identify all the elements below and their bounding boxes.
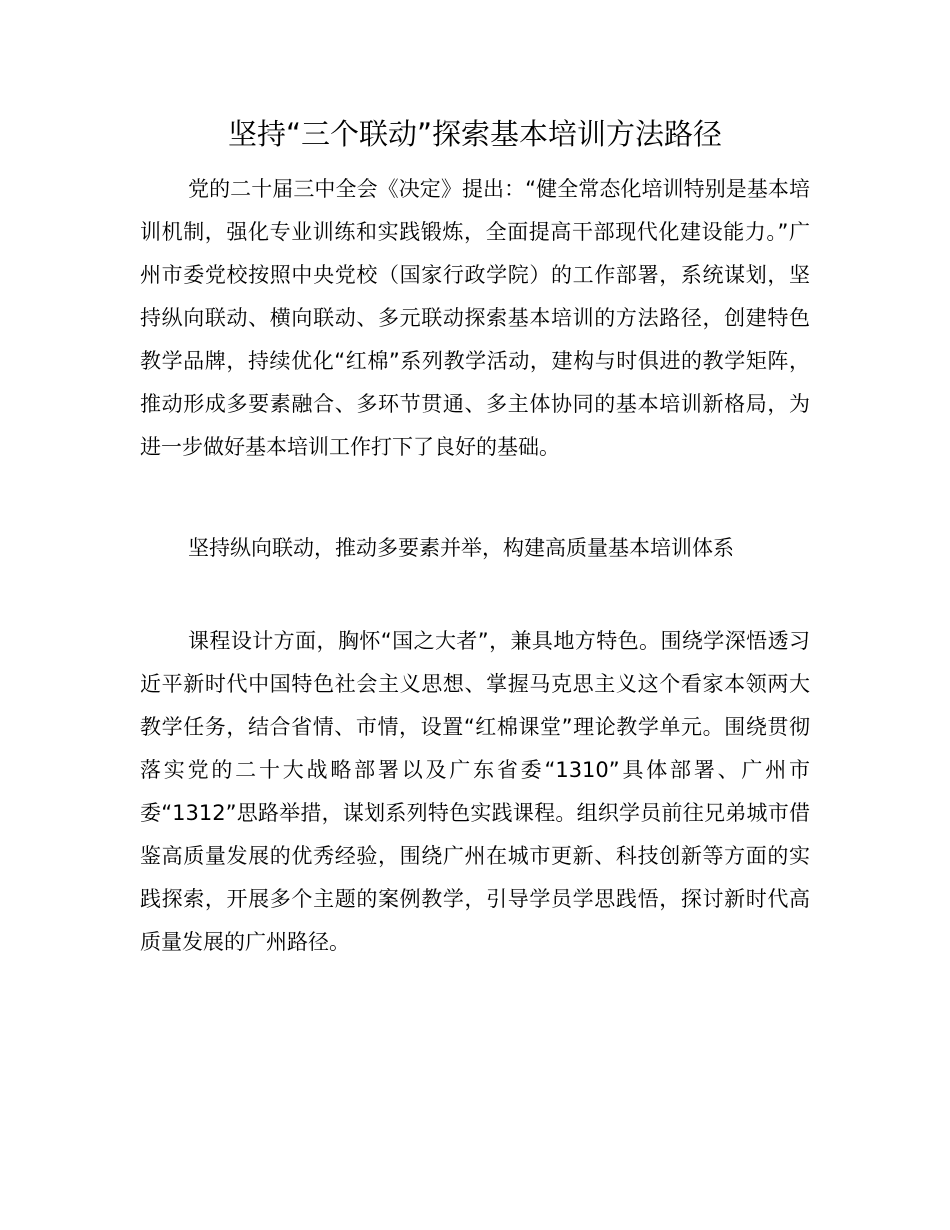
document-title: 坚持“三个联动”探索基本培训方法路径 [227,117,723,151]
section-heading: 坚持纵向联动，推动多要素并举，构建高质量基本培训体系 [188,536,734,560]
paragraph-curriculum: 课程设计方面，胸怀“国之大者”，兼具地方特色。围绕学深悟透习近平新时代中国特色社会主义思想、掌握马克思主义这个看家本领两大教学任务，结合省情、市情，设置“红棉课堂”理论教学单元。围绕贯彻落实党的二十大战略部署以及广东省委“1310”具体部署、广州市委“1312”思路举措，谋划系列特色实践课程。组织学员前往兄弟城市借鉴高质量发展的优秀经验，围绕广州在城市更新、科技创新等方面的实践探索，开展多个主题的案例教学，引导学员学思践悟，探讨新时代高质量发展的广州路径。 [140,629,810,954]
paragraph-intro: 党的二十届三中全会《决定》提出：“健全常态化培训特别是基本培训机制，强化专业训练和实践锻炼，全面提高干部现代化建设能力。”广州市委党校按照中央党校（国家行政学院）的工作部署，系统谋划，坚持纵向联动、横向联动、多元联动探索基本培训的方法路径，创建特色教学品牌，持续优化“红棉”系列教学活动，建构与时俱进的教学矩阵，推动形成多要素融合、多环节贯通、多主体协同的基本培训新格局，为进一步做好基本培训工作打下了良好的基础。 [140,177,810,459]
